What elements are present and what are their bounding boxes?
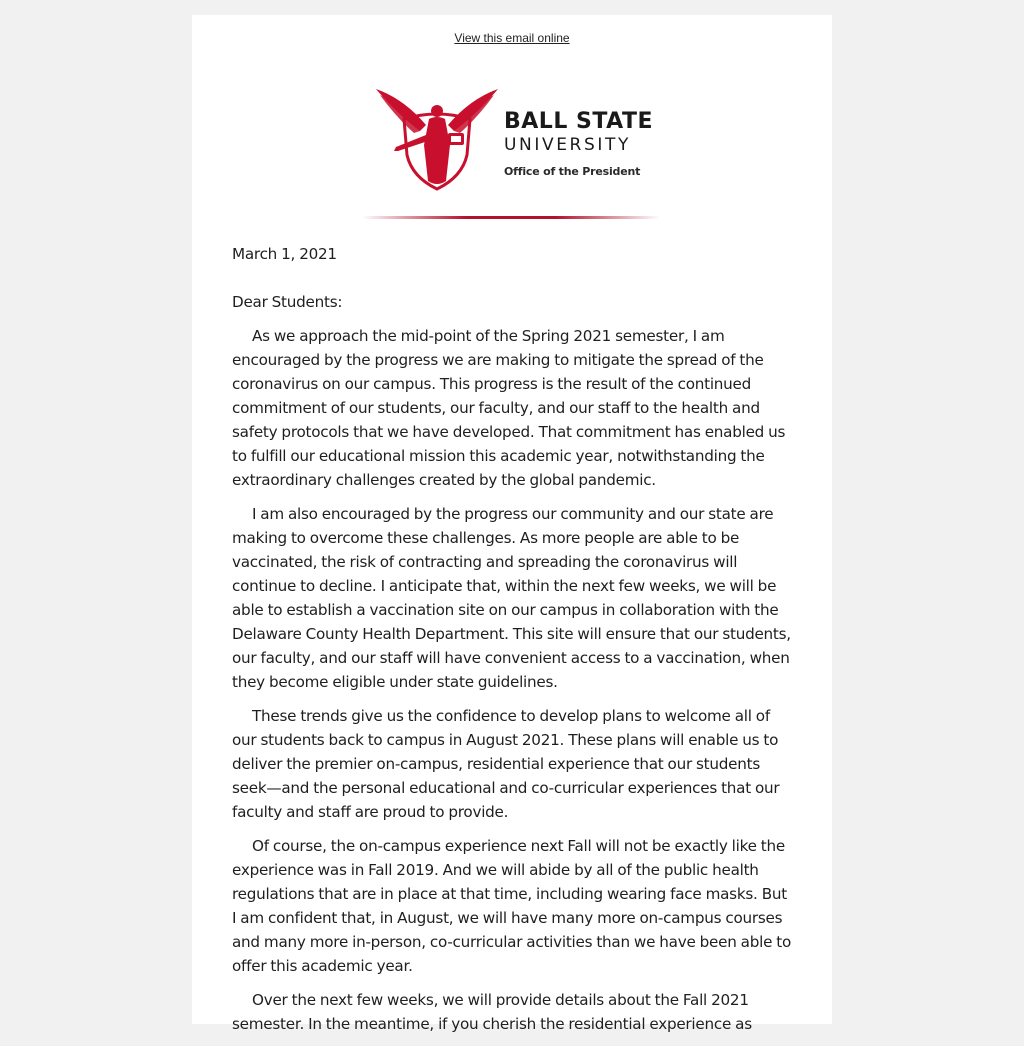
logo-line-office: Office of the President <box>504 165 641 178</box>
email-card <box>192 15 832 1033</box>
letter-paragraph: I am also encouraged by the progress our community and our state are making to overcome these challenges. As more people are able to be vaccinated, the risk of contracting and spreading the coronavirus will continue to decline. I anticipate that, within the next few weeks, we will be able to establish a vaccination site on our campus in collaboration with the Delaware County Health Department. This site will ensure that our students, our faculty, and our staff will have convenient access to a vaccination, when they become eligible under state guidelines. <box>232 505 791 691</box>
header-divider <box>362 216 660 219</box>
letter-paragraph: As we approach the mid-point of the Spring 2021 semester, I am encouraged by the progress we are making to mitigate the spread of the coronavirus on our campus. This progress is the result of the continued commitment of our students, our faculty, and our staff to the health and safety protocols that we have developed. That commitment has enabled us to fulfill our educational mission this academic year, notwithstanding the extraordinary challenges created by the global pandemic. <box>232 327 786 489</box>
letter-body <box>232 242 792 1046</box>
logo-wordmark <box>504 109 653 178</box>
logo-line-ball-state: BALL STATE <box>504 109 653 134</box>
letter-salutation: Dear Students: <box>232 293 343 311</box>
letter-date: March 1, 2021 <box>232 245 337 263</box>
letter-paragraph: These trends give us the confidence to develop plans to welcome all of our students back to campus in August 2021. These plans will enable us to deliver the premier on-campus, residential experience that our students seek—and the personal educational and co-curricular experiences that our faculty and staff are proud to provide. <box>232 707 780 821</box>
logo-line-university: UNIVERSITY <box>504 135 631 155</box>
view-email-online-link[interactable]: View this email online <box>454 31 570 45</box>
view-online-container <box>192 31 832 45</box>
letter-paragraph: Over the next few weeks, we will provide details about the Fall 2021 semester. In the meantime, if you cherish the residential experience as <box>232 991 752 1033</box>
ball-state-beneficence-shield-icon <box>374 85 500 195</box>
ball-state-logo <box>374 85 664 195</box>
letter-paragraph: Of course, the on-campus experience next Fall will not be exactly like the experience was in Fall 2019. And we will abide by all of the public health regulations that are in place at that time, including wearing face masks. But I am confident that, in August, we will have many more on-campus courses and many more in-person, co-curricular activities than we have been able to offer this academic year. <box>232 837 791 975</box>
